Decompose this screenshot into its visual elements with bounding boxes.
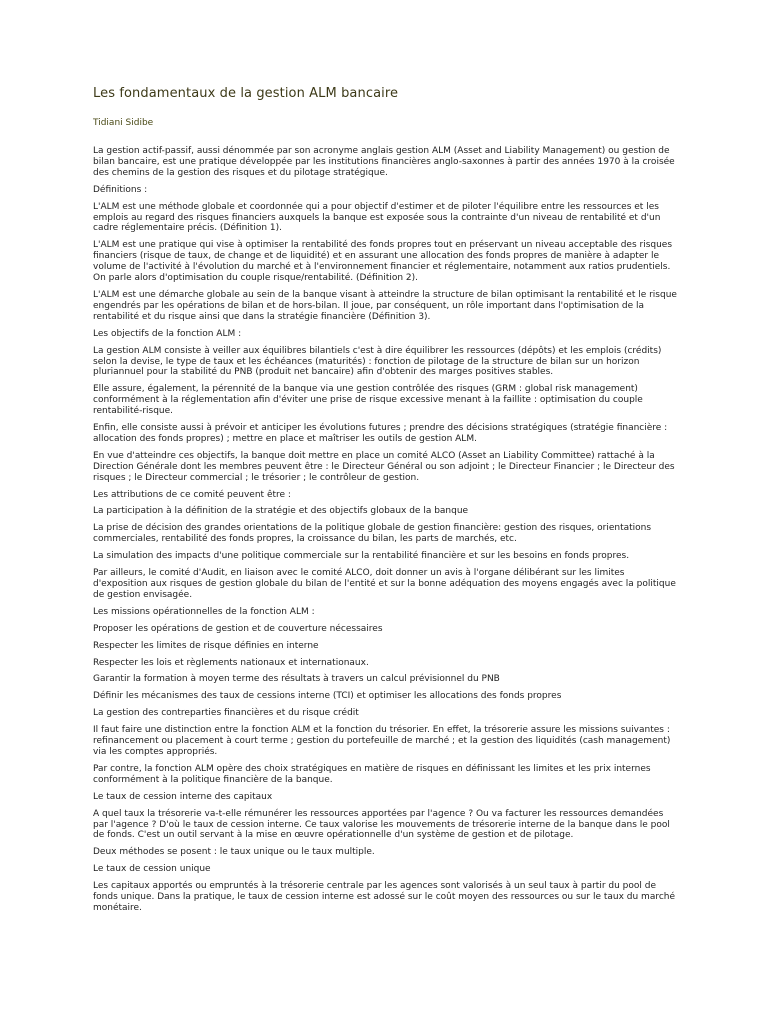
paragraph: Définitions : (93, 184, 148, 195)
paragraph: L'ALM est une démarche globale au sein de la banque visant à atteindre la structure de bilan optimisant la rentabilité et le risque engendrés par les opérations de bilan et de hors-bilan. Il joue, par conséquent, un rôle important dans l'optimisation de la rentabilité et du risque ainsi que dans la stratégie financière (Définition 3). (93, 289, 677, 322)
paragraph: La gestion des contreparties financières et du risque crédit (93, 708, 359, 719)
paragraph: Respecter les limites de risque définies en interne (93, 640, 319, 651)
paragraph: Les capitaux apportés ou empruntés à la trésorerie centrale par les agences sont valorisés à un seul taux à partir du pool de fonds unique. Dans la pratique, le taux de cession interne est adossé sur le coût moyen des ressources ou sur le taux du marché monétaire. (93, 881, 676, 913)
paragraph: Enfin, elle consiste aussi à prévoir et anticiper les évolutions futures ; prendre des décisions stratégiques (stratégie financière : allocation des fonds propres) ; mettre en place et maîtriser les outils de gestion ALM. (93, 423, 668, 444)
paragraph: Il faut faire une distinction entre la fonction ALM et la fonction du trésorier. En effet, la trésorerie assure les missions suivantes : refinancement ou placement à court terme ; gestion du portefeuille de marché ; et la gestion des liquidités (cash management) via les comptes appropriés. (93, 725, 671, 757)
paragraph: La prise de décision des grandes orientations de la politique globale de gestion financière: gestion des risques, orientations commerciales, rentabilité des fonds propres, la croissance du bilan, les parts de marchés, etc. (93, 523, 652, 545)
paragraph: Deux méthodes se posent : le taux unique ou le taux multiple. (93, 847, 375, 858)
paragraph: Les missions opérationnelles de la fonction ALM : (93, 606, 315, 617)
paragraph: L'ALM est une pratique qui vise à optimiser la rentabilité des fonds propres tout en préservant un niveau acceptable des risques financiers (risque de taux, de change et de liquidité) et en assurant une allocation des fonds propres de manière à adapter le volume de l'activité à l'évolution du marché et à l'environnement financier et réglementaire, notamment aux ratios prudentiels. On parle alors d'optimisation du couple risque/rentabilité. (Définition 2). (93, 240, 673, 284)
paragraph: L'ALM est une méthode globale et coordonnée qui a pour objectif d'estimer et de piloter l'équilibre entre les ressources et les emplois au regard des risques financiers auxquels la banque est exposée sous la contrainte d'un niveau de rentabilité et d'un cadre réglementaire précis. (Définition 1). (93, 201, 661, 234)
document-body (93, 146, 680, 914)
paragraph: La simulation des impacts d'une politique commerciale sur la rentabilité financière et sur les besoins en fonds propres. (93, 551, 630, 562)
paragraph: Proposer les opérations de gestion et de couverture nécessaires (93, 623, 383, 634)
paragraph: En vue d'atteindre ces objectifs, la banque doit mettre en place un comité ALCO (Asset an Liability Committee) rattaché à la Direction Générale dont les membres peuvent être : le Directeur Général ou son adjoint ; le Directeur Financier ; le Directeur des risques ; le Directeur commercial ; le trésorier ; le contrôleur de gestion. (93, 450, 675, 483)
paragraph: A quel taux la trésorerie va-t-elle rémunérer les ressources apportées par l'agence ? Ou va facturer les ressources demandées par l'agence ? D'où le taux de cession interne. Ce taux valorise les mouvements de trésorerie interne de la banque dans le pool de fonds. C'est un outil servant à la mise en œuvre opérationnelle d'un système de gestion et de pilotage. (93, 808, 670, 841)
paragraph: La participation à la définition de la stratégie et des objectifs globaux de la banque (93, 506, 469, 517)
paragraph: La gestion ALM consiste à veiller aux équilibres bilantiels c'est à dire équilibrer les ressources (dépôts) et les emplois (crédits) selon la devise, le type de taux et les échéances (maturités) : fonction de pilotage de la structure de bilan sur un horizon pluriannuel pour la stabilité du PNB (produit net bancaire) afin d'obtenir des marges positives stables. (93, 345, 662, 378)
paragraph: Les attributions de ce comité peuvent être : (93, 489, 291, 500)
paragraph: Respecter les lois et règlements nationaux et internationaux. (93, 657, 369, 668)
paragraph: Elle assure, également, la pérennité de la banque via une gestion contrôlée des risques (GRM : global risk management) conformément à la réglementation afin d'éviter une prise de risque excessive menant à la faillite : optimisation du couple rentabilité-risque. (93, 384, 643, 417)
paragraph: La gestion actif-passif, aussi dénommée par son acronyme anglais gestion ALM (Asset and Liability Management) ou gestion de bilan bancaire, est une pratique développée par les institutions financières anglo-saxonnes à partir des années 1970 à la croisée des chemins de la gestion des risques et du pilotage stratégique. (93, 146, 675, 178)
document-title: Les fondamentaux de la gestion ALM bancaire (93, 86, 399, 101)
paragraph: Définir les mécanismes des taux de cessions interne (TCI) et optimiser les allocations des fonds propres (93, 691, 562, 702)
paragraph: Par ailleurs, le comité d'Audit, en liaison avec le comité ALCO, doit donner un avis à l'organe délibérant sur les limites d'exposition aux risques de gestion globale du bilan de l'entité et sur la bonne adéquation des moyens engagés avec la politique de gestion envisagée. (93, 568, 676, 600)
paragraph: Le taux de cession interne des capitaux (93, 791, 273, 802)
paragraph: Par contre, la fonction ALM opère des choix stratégiques en matière de risques en définissant les limites et les prix internes conformément à la politique financière de la banque. (93, 763, 651, 785)
document-author: Tidiani Sidibe (93, 118, 154, 128)
paragraph: Garantir la formation à moyen terme des résultats à travers un calcul prévisionnel du PNB (93, 674, 500, 685)
paragraph: Le taux de cession unique (93, 864, 211, 875)
paragraph: Les objectifs de la fonction ALM : (93, 328, 242, 339)
